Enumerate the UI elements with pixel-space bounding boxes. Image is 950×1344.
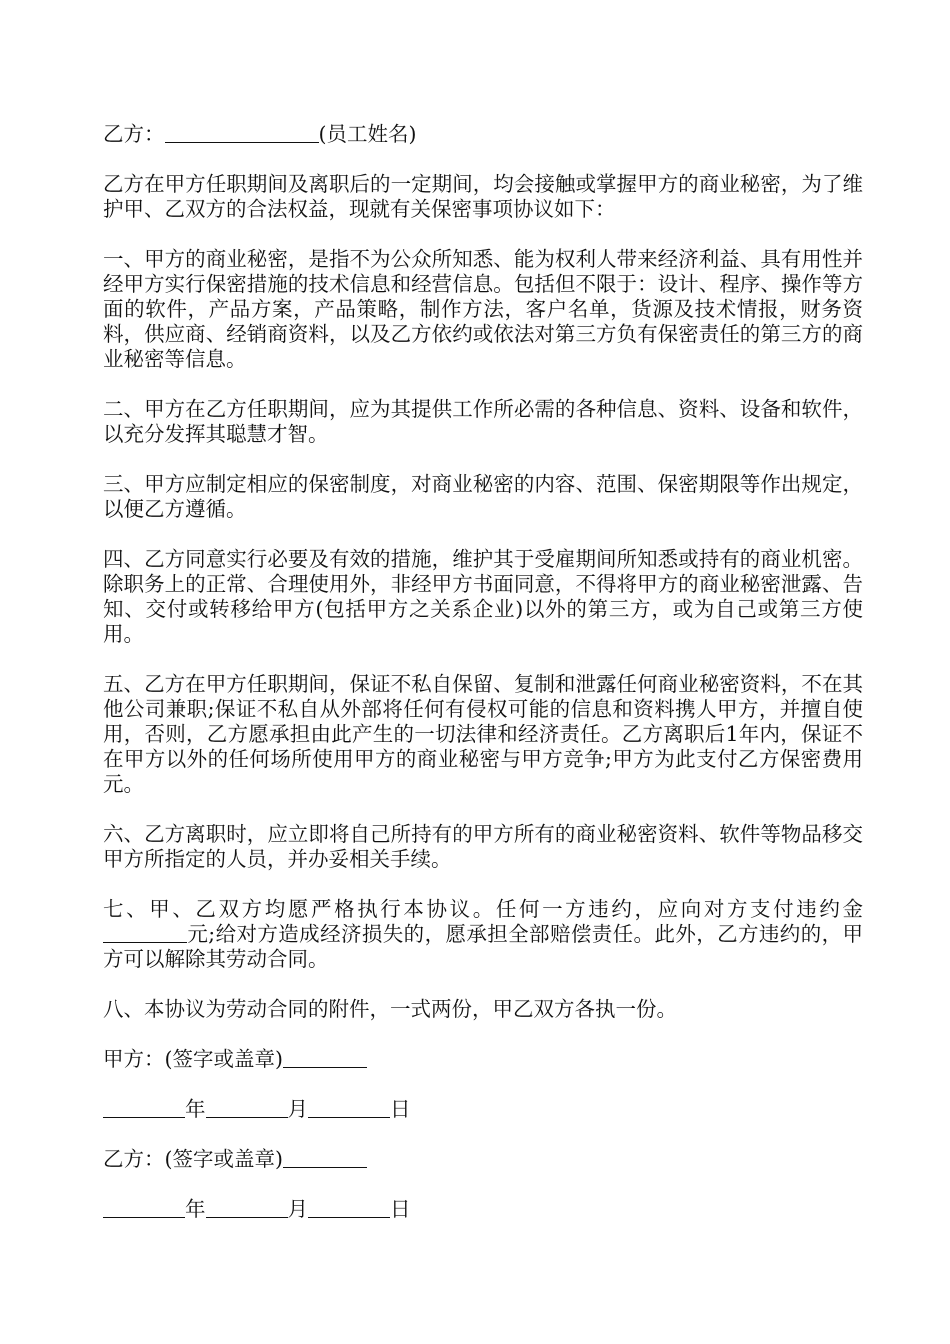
clause-7 — [103, 897, 863, 972]
month-label: 月 — [287, 1197, 308, 1221]
intro-paragraph: 乙方在甲方任职期间及离职后的一定期间，均会接触或掌握甲方的商业秘密，为了维护甲、乙双方的合法权益，现就有关保密事项协议如下： — [103, 172, 863, 221]
party-b-date-line — [103, 1197, 863, 1222]
clause-4: 四、乙方同意实行必要及有效的措施，维护其于受雇期间所知悉或持有的商业机密。除职务上的正常、合理使用外，非经甲方书面同意，不得将甲方的商业秘密泄露、告知、交付或转移给甲方(包括甲方之关系企业)以外的第三方，或为自己或第三方使用。 — [103, 547, 863, 646]
clause-7-before: 七、甲、乙双方均愿严格执行本协议。任何一方违约，应向对方支付违约金 — [103, 897, 863, 921]
clause-6: 六、乙方离职时，应立即将自己所持有的甲方所有的商业秘密资料、软件等物品移交甲方所指定的人员，并办妥相关手续。 — [103, 822, 863, 871]
year-label: 年 — [185, 1097, 206, 1121]
party-a-year-blank — [103, 1098, 185, 1118]
clause-7-after: 元;给对方造成经济损失的，愿承担全部赔偿责任。此外，乙方违约的，甲方可以解除其劳动合同。 — [103, 922, 863, 971]
party-b-signature-line — [103, 1147, 863, 1172]
party-b-signature-blank — [283, 1148, 367, 1168]
party-a-day-blank — [308, 1098, 390, 1118]
penalty-amount-blank — [103, 923, 187, 943]
month-label: 月 — [287, 1097, 308, 1121]
party-a-signature-line — [103, 1047, 863, 1072]
clause-1: 一、甲方的商业秘密，是指不为公众所知悉、能为权利人带来经济利益、具有用性并经甲方实行保密措施的技术信息和经营信息。包括但不限于：设计、程序、操作等方面的软件，产品方案，产品策略，制作方法，客户名单，货源及技术情报，财务资料，供应商、经销商资料，以及乙方依约或依法对第三方负有保密责任的第三方的商业秘密等信息。 — [103, 247, 863, 371]
party-a-signature-label: 甲方：(签字或盖章) — [103, 1047, 283, 1071]
agreement-document — [103, 122, 863, 1247]
party-b-label: 乙方： — [103, 122, 165, 146]
party-b-month-blank — [206, 1198, 288, 1218]
employee-name-blank — [165, 123, 319, 143]
clause-8: 八、本协议为劳动合同的附件，一式两份，甲乙双方各执一份。 — [103, 997, 677, 1021]
party-b-header — [103, 122, 863, 147]
party-b-hint: (员工姓名) — [318, 122, 417, 146]
party-a-date-line — [103, 1097, 863, 1122]
party-b-signature-label: 乙方：(签字或盖章) — [103, 1147, 283, 1171]
party-a-month-blank — [206, 1098, 288, 1118]
party-a-signature-blank — [283, 1048, 367, 1068]
day-label: 日 — [390, 1097, 411, 1121]
clause-2: 二、甲方在乙方任职期间，应为其提供工作所必需的各种信息、资料、设备和软件，以充分发挥其聪慧才智。 — [103, 397, 863, 446]
day-label: 日 — [390, 1197, 411, 1221]
clause-5: 五、乙方在甲方任职期间，保证不私自保留、复制和泄露任何商业秘密资料，不在其他公司兼职;保证不私自从外部将任何有侵权可能的信息和资料携人甲方，并擅自使用，否则，乙方愿承担由此产生的一切法律和经济责任。乙方离职后1年内，保证不在甲方以外的任何场所使用甲方的商业秘密与甲方竞争;甲方为此支付乙方保密费用元。 — [103, 672, 863, 796]
year-label: 年 — [185, 1197, 206, 1221]
party-b-day-blank — [308, 1198, 390, 1218]
clause-3: 三、甲方应制定相应的保密制度，对商业秘密的内容、范围、保密期限等作出规定，以便乙方遵循。 — [103, 472, 863, 521]
party-b-year-blank — [103, 1198, 185, 1218]
